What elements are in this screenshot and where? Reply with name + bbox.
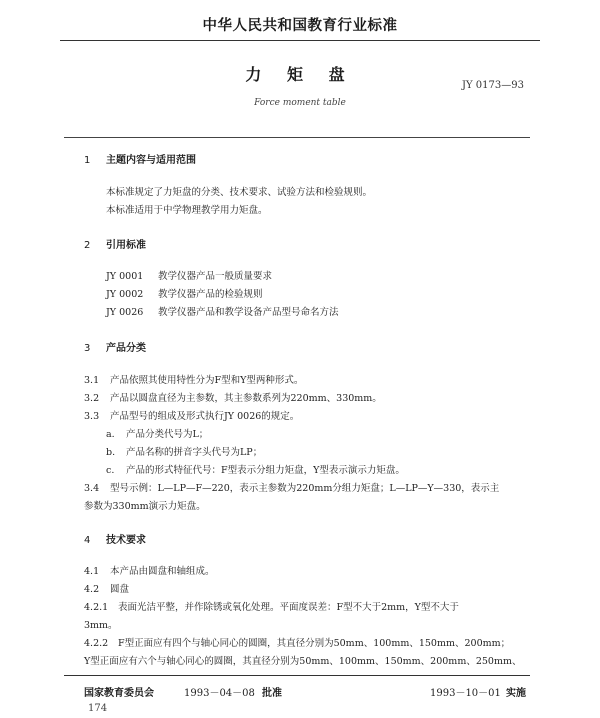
clause-4-2-2-continued: Y型正面应有六个与轴心同心的圆圈，其直径分别为50mm、100mm、150mm、200mm、250mm、 [84, 656, 522, 667]
section-number: 1 [84, 155, 91, 166]
list-marker: a. [106, 429, 115, 440]
english-title: Force moment table [254, 98, 346, 108]
clause-number: 3.4 [84, 483, 100, 494]
implement-label: 实施 [506, 688, 526, 699]
section-2-heading [84, 236, 146, 251]
clause-4-2-2 [84, 635, 510, 649]
approve-label: 批准 [262, 688, 282, 699]
page-number: 174 [88, 703, 108, 714]
reference-text: 教学仪器产品和教学设备产品型号命名方法 [158, 307, 339, 318]
reference-item [106, 268, 272, 282]
section-title: 主题内容与适用范围 [106, 155, 196, 166]
reference-item [106, 286, 263, 300]
reference-code: JY 0001 [106, 271, 144, 282]
clause-text: 本产品由圆盘和轴组成。 [110, 566, 215, 577]
clause-number: 3.2 [84, 393, 100, 404]
section-title: 引用标准 [106, 240, 146, 251]
footer-divider [64, 675, 530, 676]
clause-text: 型号示例：L—LP—F—220，表示主参数为220mm分组力矩盘；L—LP—Y—330，表示主 [110, 483, 500, 494]
clause-number: 4.2.2 [84, 638, 109, 649]
list-text: 产品分类代号为L； [126, 429, 209, 440]
reference-item [106, 304, 339, 318]
reference-code: JY 0002 [106, 289, 144, 300]
clause-number: 4.2 [84, 584, 100, 595]
document-title: 力 矩 盘 [245, 65, 355, 84]
reference-code: JY 0026 [106, 307, 144, 318]
section-title: 技术要求 [106, 535, 146, 546]
list-item-a [106, 426, 208, 440]
reference-text: 教学仪器产品一般质量要求 [158, 271, 273, 282]
clause-4-1 [84, 563, 215, 577]
issuer: 国家教育委员会 [84, 688, 154, 699]
clause-number: 3.3 [84, 411, 100, 422]
standard-category-title: 中华人民共和国教育行业标准 [202, 18, 398, 34]
clause-3-4 [84, 480, 499, 494]
section-title: 产品分类 [106, 343, 146, 354]
clause-text: 产品型号的组成及形式执行JY 0026的规定。 [110, 411, 300, 422]
section-3-heading [84, 339, 146, 354]
clause-3-2 [84, 390, 382, 404]
list-marker: b. [106, 447, 116, 458]
clause-text: 圆盘 [110, 584, 130, 595]
clause-3-3 [84, 408, 299, 422]
clause-4-2-1 [84, 599, 459, 613]
section-number: 4 [84, 535, 91, 546]
clause-4-2 [84, 581, 129, 595]
section-4-heading [84, 531, 146, 546]
clause-text: 产品以圆盘直径为主参数，其主参数系列为220mm、330mm。 [110, 393, 382, 404]
clause-3-1 [84, 372, 303, 386]
list-item-b [106, 444, 262, 458]
approve-date: 1993－04－08 [184, 688, 255, 699]
list-item-c [106, 462, 405, 476]
clause-3-4-continued: 参数为330mm演示力矩盘。 [84, 501, 206, 512]
title-divider [64, 137, 530, 138]
header-divider [60, 40, 540, 41]
paragraph: 本标准规定了力矩盘的分类、技术要求、试验方法和检验规则。 [106, 187, 373, 198]
section-number: 2 [84, 240, 91, 251]
list-marker: c. [106, 465, 115, 476]
clause-text: 产品依照其使用特性分为F型和Y型两种形式。 [110, 375, 304, 386]
clause-number: 4.1 [84, 566, 100, 577]
clause-text: F型正面应有四个与轴心同心的圆圈，其直径分别为50mm、100mm、150mm、200mm； [118, 638, 511, 649]
paragraph: 本标准适用于中学物理教学用力矩盘。 [106, 205, 268, 216]
standard-code: JY 0173—93 [462, 80, 524, 91]
section-number: 3 [84, 343, 91, 354]
list-text: 产品名称的拼音字头代号为LP； [126, 447, 263, 458]
clause-number: 3.1 [84, 375, 100, 386]
clause-4-2-1-continued: 3mm。 [84, 620, 118, 631]
implement-date: 1993－10－01 [430, 688, 501, 699]
clause-text: 表面光洁平整，并作除锈或氧化处理。平面度误差：F型不大于2mm，Y型不大于 [118, 602, 459, 613]
list-text: 产品的形式特征代号：F型表示分组力矩盘，Y型表示演示力矩盘。 [126, 465, 405, 476]
reference-text: 教学仪器产品的检验规则 [158, 289, 263, 300]
clause-number: 4.2.1 [84, 602, 109, 613]
section-1-heading [84, 151, 196, 166]
